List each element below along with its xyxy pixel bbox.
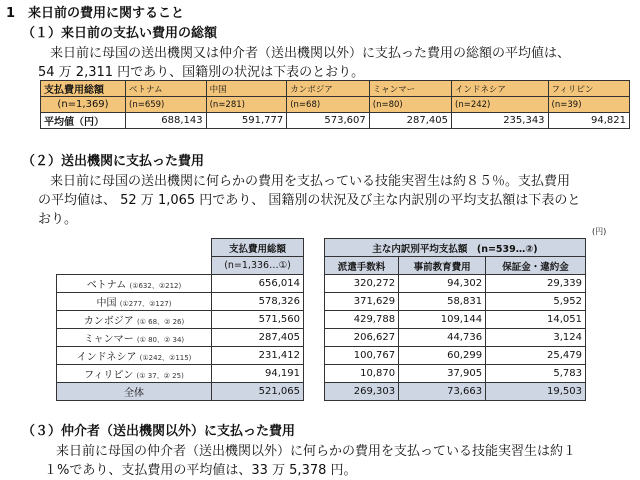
dispatch-fee: 206,627	[325, 329, 399, 347]
table1-col-2-country: カンボジア	[287, 81, 370, 97]
count-note: (① 37、② 25)	[136, 372, 184, 380]
subsection-2-text-line3: おり。	[38, 212, 78, 227]
dispatch-fee: 100,767	[325, 347, 399, 365]
table1-col-4-n: (n=242)	[452, 97, 549, 113]
training-fee: 60,299	[399, 347, 486, 365]
table1-header-label: 支払費用総額	[41, 81, 126, 97]
table1-col-5-country: フィリピン	[548, 81, 629, 97]
count-note: (① 80、② 34)	[136, 336, 185, 344]
subsection-1-text-line1: 来日前に母国の送出機関又は仲介者（送出機関以外）に支払った費用の総額の平均値は、	[50, 46, 571, 61]
table1-avg-label: 平均値（円）	[41, 113, 126, 129]
table-payment-total	[56, 238, 304, 401]
table1-col-1-country: 中国	[206, 81, 287, 97]
table1-col-3-value: 287,405	[369, 113, 451, 129]
table1-col-0-value: 688,143	[126, 113, 207, 129]
table2-header-line2: (n=1,336…①)	[212, 257, 304, 275]
country-name: フィリピン	[84, 370, 134, 381]
deposit-penalty: 5,783	[486, 365, 586, 383]
total-value: 521,065	[212, 383, 304, 401]
table-total-row	[325, 383, 586, 401]
country-name: ミャンマー	[83, 334, 134, 345]
subsection-2-text-line1: 来日前に母国の送出機関に何らかの費用を支払っている技能実習生は約８５％。支払費用	[50, 174, 571, 189]
table1-col-4-country: インドネシア	[452, 81, 549, 97]
table3-col-header-0: 派遣手数料	[325, 257, 399, 275]
dispatch-fee: 10,870	[325, 365, 399, 383]
table-row	[325, 293, 586, 311]
table3-col-header-1: 事前教育費用	[399, 257, 486, 275]
subsection-1-text-line2: 54 万 2,311 円であり、国籍別の状況は下表のとおり。	[38, 65, 365, 80]
table-row	[57, 311, 304, 329]
dispatch-fee-total: 269,303	[325, 383, 399, 401]
training-fee: 58,831	[399, 293, 486, 311]
total-label: 全体	[57, 383, 212, 401]
table-row	[57, 365, 304, 383]
deposit-penalty: 5,952	[486, 293, 586, 311]
payment-total-value: 656,014	[212, 275, 304, 293]
unit-label: (円)	[592, 227, 607, 236]
table1-col-3-country: ミャンマー	[369, 81, 451, 97]
subsection-1-title: （１）来日前の支払い費用の総額	[22, 26, 218, 41]
payment-total-value: 287,405	[212, 329, 304, 347]
subsection-2-text-line2: の平均値は、 52 万 1,065 円であり、 国籍別の状況及び主な内訳別の平均支払額は下表のと	[38, 193, 581, 208]
table-row	[57, 275, 304, 293]
dispatch-fee: 371,629	[325, 293, 399, 311]
training-fee-total: 73,663	[399, 383, 486, 401]
country-name: 中国	[96, 298, 117, 309]
table3-col-header-2: 保証金・違約金	[486, 257, 586, 275]
deposit-penalty: 3,124	[486, 329, 586, 347]
deposit-penalty-total: 19,503	[486, 383, 586, 401]
country-name: インドネシア	[76, 352, 137, 363]
subsection-2-title: （２）送出機関に支払った費用	[22, 154, 205, 169]
table-total-row	[57, 383, 304, 401]
table-breakdown	[324, 238, 586, 401]
table3-header-main: 主な内訳別平均支払額 (n=539…②)	[325, 239, 586, 257]
payment-total-value: 571,560	[212, 311, 304, 329]
subsection-3-title: （３）仲介者（送出機関以外）に支払った費用	[22, 424, 296, 439]
table1-col-5-value: 94,821	[548, 113, 629, 129]
training-fee: 109,144	[399, 311, 486, 329]
count-note: (① 68、② 26)	[136, 318, 185, 326]
table-row	[57, 293, 304, 311]
table-row	[325, 347, 586, 365]
section-title: 1 来日前の費用に関すること	[6, 6, 185, 21]
table1-col-2-n: (n=68)	[287, 97, 370, 113]
table1-col-3-n: (n=80)	[369, 97, 451, 113]
subsection-3-text-line2: １%であり、支払費用の平均値は、33 万 5,378 円。	[44, 463, 357, 478]
table-row	[325, 365, 586, 383]
table1-col-2-value: 573,607	[287, 113, 370, 129]
table1-col-0-country: ベトナム	[126, 81, 207, 97]
subsection-3-text-line1: 来日前に母国の仲介者（送出機関以外）に何らかの費用を支払っている技能実習生は約１	[56, 444, 577, 459]
count-note: (①632、②212)	[129, 282, 182, 290]
table-row	[57, 347, 304, 365]
table-row	[325, 275, 586, 293]
dispatch-fee: 429,788	[325, 311, 399, 329]
table-row	[325, 329, 586, 347]
payment-total-value: 578,326	[212, 293, 304, 311]
table1-col-5-n: (n=39)	[548, 97, 629, 113]
table-row	[57, 329, 304, 347]
count-note: (①242、②115)	[139, 354, 192, 362]
training-fee: 37,905	[399, 365, 486, 383]
deposit-penalty: 29,339	[486, 275, 586, 293]
table1-col-0-n: (n=659)	[126, 97, 207, 113]
payment-total-value: 231,412	[212, 347, 304, 365]
table-total-cost-by-country	[40, 80, 630, 129]
training-fee: 44,736	[399, 329, 486, 347]
table2-header-line1: 支払費用総額	[212, 239, 304, 257]
table-row	[325, 311, 586, 329]
payment-total-value: 94,191	[212, 365, 304, 383]
count-note: (①277、②127)	[119, 300, 172, 308]
table1-col-1-n: (n=281)	[206, 97, 287, 113]
table1-col-1-value: 591,777	[206, 113, 287, 129]
training-fee: 94,302	[399, 275, 486, 293]
dispatch-fee: 320,272	[325, 275, 399, 293]
table1-col-4-value: 235,343	[452, 113, 549, 129]
country-name: ベトナム	[86, 280, 127, 291]
country-name: カンボジア	[83, 316, 134, 327]
deposit-penalty: 14,051	[486, 311, 586, 329]
deposit-penalty: 25,479	[486, 347, 586, 365]
table1-header-n: (n=1,369)	[41, 97, 126, 113]
